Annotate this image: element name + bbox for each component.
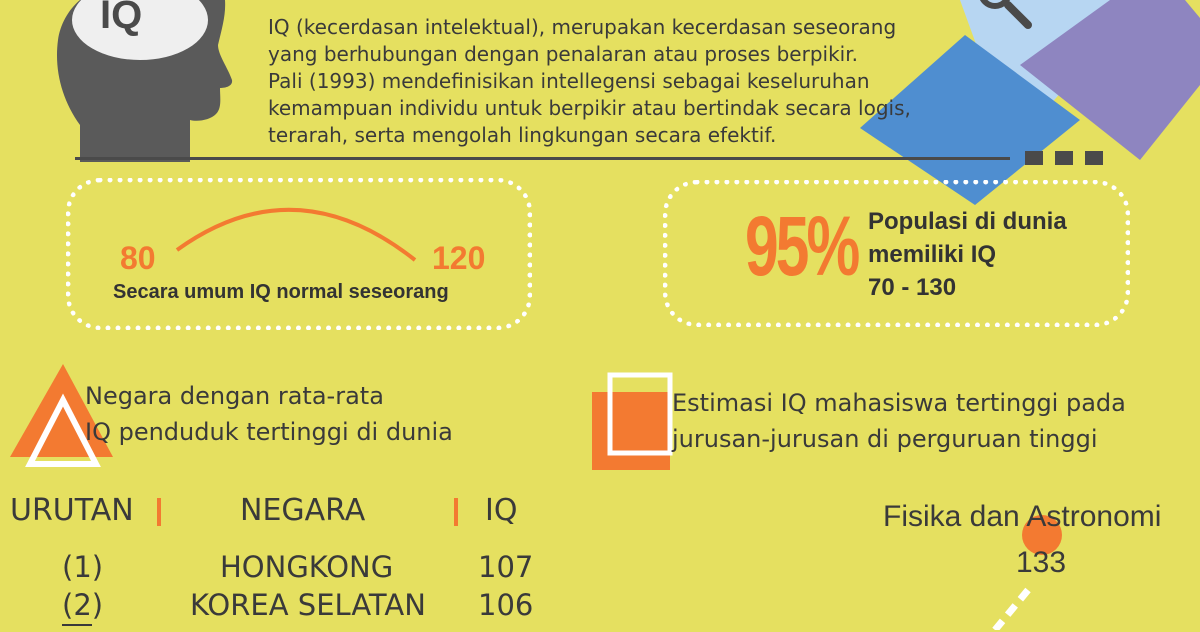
countries-title-line: Negara dengan rata-rata xyxy=(85,382,384,410)
table-row-iq: 106 xyxy=(478,588,534,622)
dot xyxy=(1025,151,1043,165)
top-field-value: 133 xyxy=(1016,546,1067,579)
table-row-rank: (2) xyxy=(62,588,104,622)
intro-line: yang berhubungan dengan penalaran atau proses berpikir. xyxy=(268,42,858,66)
header-separator xyxy=(454,498,458,526)
table-row-partial xyxy=(62,624,92,632)
header-rank: URUTAN xyxy=(10,493,134,528)
table-row-rank: (1) xyxy=(62,550,104,584)
divider-line xyxy=(75,157,1010,160)
intro-line: kemampuan individu untuk berpikir atau bertindak secara logis, xyxy=(268,96,911,120)
population-percent: 95% xyxy=(745,199,858,293)
intro-line: terarah, serta mengolah lingkungan secara efektif. xyxy=(268,123,777,147)
majors-title-line: jurusan-jurusan di perguruan tinggi xyxy=(672,425,1098,453)
population-line: memiliki IQ xyxy=(868,241,997,268)
majors-title-line: Estimasi IQ mahasiswa tertinggi pada xyxy=(672,389,1126,417)
top-field-name: Fisika dan Astronomi xyxy=(883,500,1162,533)
countries-title-line: IQ penduduk tertinggi di dunia xyxy=(85,418,453,446)
population-description xyxy=(868,205,1067,304)
table-row-country: HONGKONG xyxy=(220,550,394,584)
header-country: NEGARA xyxy=(240,493,366,528)
population-line: 70 - 130 xyxy=(868,274,957,301)
header-separator xyxy=(157,498,161,526)
dot xyxy=(1085,151,1103,165)
iq-logo-text: IQ xyxy=(100,0,143,37)
intro-line: IQ (kecerdasan intelektual), merupakan kecerdasan seseorang xyxy=(268,15,897,39)
majors-title xyxy=(672,385,1126,457)
countries-title xyxy=(85,378,453,450)
dot xyxy=(1055,151,1073,165)
range-arc xyxy=(165,190,425,270)
header-iq: IQ xyxy=(485,493,518,528)
intro-line: Pali (1993) mendefinisikan intellegensi sebagai keseluruhan xyxy=(268,69,870,93)
square-icon xyxy=(590,370,675,475)
range-high-value: 120 xyxy=(432,240,486,276)
population-line: Populasi di dunia xyxy=(868,208,1067,235)
head-profile-icon xyxy=(40,0,240,162)
range-low-value: 80 xyxy=(120,240,156,276)
table-row-iq: 107 xyxy=(478,550,534,584)
range-caption: Secara umum IQ normal seseorang xyxy=(113,281,449,303)
intro-paragraph xyxy=(268,14,1028,149)
table-row-country: KOREA SELATAN xyxy=(190,588,426,622)
